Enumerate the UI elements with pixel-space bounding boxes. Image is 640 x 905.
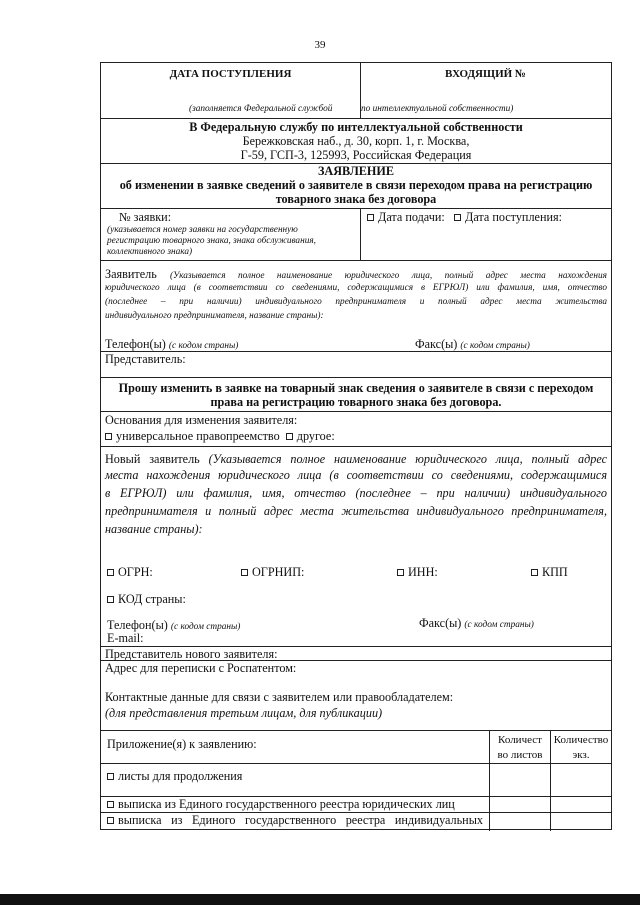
request-line-1: Прошу изменить в заявке на товарный знак сведения о заявителе в связи с переходом xyxy=(118,381,594,395)
document-subtitle-line-1: об изменении в заявке сведений о заявителе в связи переходом права на регистрацию xyxy=(119,178,593,192)
new-applicant-hint-5: название страны): xyxy=(105,522,203,536)
other-ground-checkbox[interactable] xyxy=(286,433,293,440)
application-number-hint-1: (указывается номер заявки на государственную xyxy=(107,225,298,235)
kpp-field[interactable]: КПП xyxy=(531,565,568,579)
inn-field[interactable]: ИНН: xyxy=(397,565,438,579)
country-code-checkbox[interactable] xyxy=(107,596,114,603)
universal-succession-checkbox[interactable] xyxy=(105,433,112,440)
attachment-egrul-extract[interactable]: выписка из Единого государственного реестра юридических лиц xyxy=(107,797,455,811)
addressee-line-1: В Федеральную службу по интеллектуальной собственности xyxy=(189,120,523,134)
scan-bottom-edge xyxy=(0,894,640,905)
document-title: ЗАЯВЛЕНИЕ xyxy=(318,164,394,178)
kpp-checkbox[interactable] xyxy=(531,569,538,576)
attachment-continuation-sheets[interactable]: листы для продолжения xyxy=(107,769,242,783)
new-applicant-label: Новый заявитель xyxy=(105,452,200,466)
addressee-line-2: Бережковская наб., д. 30, корп. 1, г. Москва, xyxy=(242,134,470,148)
page-number: 39 xyxy=(314,39,326,51)
new-applicant-hint-1: (Указывается полное наименование юридического лица, полный адрес xyxy=(208,452,608,466)
continuation-sheets-checkbox[interactable] xyxy=(107,773,114,780)
ogrnip-field[interactable]: ОГРНИП: xyxy=(241,565,304,579)
egrul-extract-checkbox[interactable] xyxy=(107,801,114,808)
attachments-label: Приложение(я) к заявлению: xyxy=(107,737,257,751)
contact-data-hint: (для представления третьим лицам, для публикации) xyxy=(105,706,383,720)
incoming-number-label: ВХОДЯЩИЙ № xyxy=(445,68,526,80)
ogrn-checkbox[interactable] xyxy=(107,569,114,576)
new-applicant-hint-3: в ЕГРЮЛ) или фамилия, имя, отчество (последнее – при наличии) индивидуального xyxy=(105,486,607,500)
application-number-hint-2: регистрацию товарного знака, знака обслуживания, xyxy=(107,236,316,246)
applicant-phone: Телефон(ы) (с кодом страны) xyxy=(105,337,239,351)
applicant-hint-4: индивидуального предпринимателя, название страны): xyxy=(105,311,324,321)
header-note-left: (заполняется Федеральной службой xyxy=(189,104,333,114)
universal-succession-label: универсальное правопреемство xyxy=(116,429,280,443)
egrip-extract-checkbox[interactable] xyxy=(107,817,114,824)
new-applicant-section xyxy=(105,450,607,468)
new-applicant-hint-2: места нахождения юридического лица (в соответствии со сведениями, содержащимися xyxy=(105,468,607,482)
new-applicant-hint-4: предпринимателя и полный адрес места жительства индивидуального предпринимателя, xyxy=(105,504,607,518)
sheets-count-header-2: во листов xyxy=(497,749,543,761)
application-number-label: № заявки: xyxy=(119,210,172,224)
date-received-label: ДАТА ПОСТУПЛЕНИЯ xyxy=(169,68,292,80)
grounds-options xyxy=(105,429,335,443)
other-ground-label: другое: xyxy=(296,429,335,443)
new-applicant-phone: Телефон(ы) (с кодом страны) xyxy=(107,618,241,632)
header-note-right: по интеллектуальной собственности) xyxy=(361,104,514,114)
application-number-hint-3: коллективного знака) xyxy=(107,247,193,257)
addressee-line-3: Г-59, ГСП-3, 125993, Российская Федерация xyxy=(240,148,472,162)
request-line-2: права на регистрацию товарного знака без договора. xyxy=(210,395,502,409)
country-code-field[interactable]: КОД страны: xyxy=(107,592,186,606)
receipt-date-checkbox[interactable] xyxy=(454,214,461,221)
applicant-hint-2: юридического лица (в соответствии со сведениями, содержащимися в ЕГРЮЛ) или фамилия, имя, отчество xyxy=(105,283,607,293)
applicant-hint-3: (последнее – при наличии) индивидуального предпринимателя и полный адрес места жительства xyxy=(105,297,607,307)
applicant-fax: Факс(ы) (с кодом страны) xyxy=(415,337,530,351)
copies-count-header-2: экз. xyxy=(572,749,590,761)
new-applicant-fax: Факс(ы) (с кодом страны) xyxy=(419,616,534,630)
sheets-count-header-1: Количест xyxy=(498,734,542,746)
application-form xyxy=(100,62,612,830)
applicant-section xyxy=(105,268,607,282)
grounds-label: Основания для изменения заявителя: xyxy=(105,413,298,427)
new-applicant-email: E-mail: xyxy=(107,631,144,645)
filing-date-checkbox[interactable] xyxy=(367,214,374,221)
ogrn-field[interactable]: ОГРН: xyxy=(107,565,153,579)
applicant-hint-1: (Указывается полное наименование юридического лица, полный адрес места нахождения xyxy=(169,271,608,281)
inn-checkbox[interactable] xyxy=(397,569,404,576)
applicant-label: Заявитель xyxy=(105,267,157,281)
receipt-date-field[interactable]: Дата поступления: xyxy=(454,210,562,224)
correspondence-address-label: Адрес для переписки с Роспатентом: xyxy=(105,661,297,675)
filing-date-field[interactable]: Дата подачи: xyxy=(367,210,445,224)
representative-label: Представитель: xyxy=(105,352,186,366)
ogrnip-checkbox[interactable] xyxy=(241,569,248,576)
document-subtitle-line-2: товарного знака без договора xyxy=(275,192,437,206)
contact-data-label: Контактные данные для связи с заявителем или правообладателем: xyxy=(105,690,454,704)
attachment-egrip-extract[interactable]: выписка из Единого государственного реестра индивидуальных xyxy=(107,813,483,827)
new-representative-label: Представитель нового заявителя: xyxy=(105,647,278,661)
copies-count-header-1: Количество xyxy=(553,734,609,746)
